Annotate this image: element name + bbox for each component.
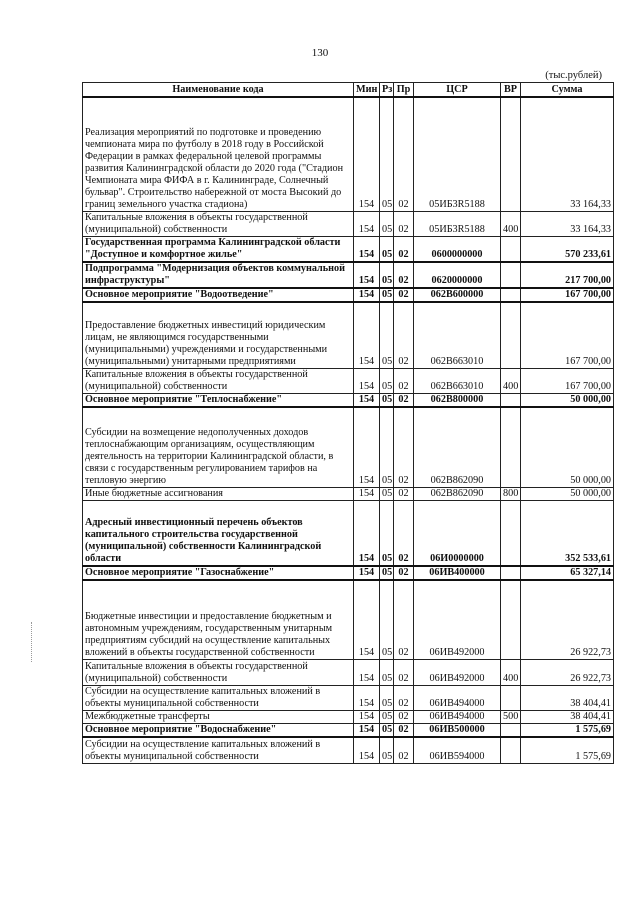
row-csr-cell: 062В600000 [414, 288, 501, 302]
row-pr-cell: 02 [394, 710, 414, 723]
table-row [83, 737, 614, 763]
table-row [83, 500, 614, 566]
row-csr-cell: 05ИБ3R5188 [414, 97, 501, 211]
row-csr-cell: 06ИВ492000 [414, 659, 501, 685]
row-vr-cell [501, 566, 521, 580]
row-csr-cell: 05ИБ3R5188 [414, 211, 501, 236]
row-name-cell: Субсидии на возмещение недополученных доходов теплоснабжающим организациям, осуществляющим деятельность на территории Калининградской области, в связи с государственным регулированием тарифов на тепловую энергию [83, 407, 354, 487]
row-vr-cell [501, 262, 521, 288]
row-vr-cell [501, 685, 521, 710]
row-min-cell: 154 [354, 580, 380, 659]
row-sum-cell: 167 700,00 [521, 302, 614, 368]
row-sum-cell: 33 164,33 [521, 211, 614, 236]
row-rz-cell: 05 [380, 737, 394, 763]
row-sum-cell: 38 404,41 [521, 685, 614, 710]
row-vr-cell: 400 [501, 211, 521, 236]
row-sum-cell: 50 000,00 [521, 393, 614, 407]
row-pr-cell: 02 [394, 737, 414, 763]
header-rz: Рз [380, 83, 394, 98]
table-row [83, 487, 614, 500]
row-rz-cell: 05 [380, 211, 394, 236]
table-row [83, 97, 614, 211]
row-min-cell: 154 [354, 685, 380, 710]
table-body [83, 97, 614, 763]
row-sum-cell: 50 000,00 [521, 407, 614, 487]
table-row [83, 236, 614, 262]
header-sum: Сумма [521, 83, 614, 98]
row-vr-cell: 800 [501, 487, 521, 500]
row-rz-cell: 05 [380, 236, 394, 262]
row-min-cell: 154 [354, 302, 380, 368]
row-vr-cell [501, 97, 521, 211]
row-min-cell: 154 [354, 737, 380, 763]
row-min-cell: 154 [354, 723, 380, 737]
row-min-cell: 154 [354, 393, 380, 407]
row-name-cell: Основное мероприятие "Водоснабжение" [83, 723, 354, 737]
row-vr-cell [501, 580, 521, 659]
header-vr: ВР [501, 83, 521, 98]
row-sum-cell: 167 700,00 [521, 288, 614, 302]
row-rz-cell: 05 [380, 288, 394, 302]
row-name-cell: Основное мероприятие "Газоснабжение" [83, 566, 354, 580]
row-csr-cell: 06ИВ492000 [414, 580, 501, 659]
row-sum-cell: 1 575,69 [521, 737, 614, 763]
row-rz-cell: 05 [380, 500, 394, 566]
row-name-cell: Капитальные вложения в объекты государственной (муниципальной) собственности [83, 368, 354, 393]
row-sum-cell: 38 404,41 [521, 710, 614, 723]
row-name-cell: Основное мероприятие "Водоотведение" [83, 288, 354, 302]
row-pr-cell: 02 [394, 393, 414, 407]
table-row [83, 262, 614, 288]
row-min-cell: 154 [354, 97, 380, 211]
header-csr: ЦСР [414, 83, 501, 98]
table-row [83, 659, 614, 685]
table-row [83, 723, 614, 737]
row-name-cell: Государственная программа Калининградской области "Доступное и комфортное жилье" [83, 236, 354, 262]
row-name-cell: Межбюджетные трансферты [83, 710, 354, 723]
row-csr-cell: 06ИВ494000 [414, 685, 501, 710]
row-vr-cell: 500 [501, 710, 521, 723]
table-header-row [83, 83, 614, 98]
row-min-cell: 154 [354, 566, 380, 580]
table-row [83, 302, 614, 368]
row-pr-cell: 02 [394, 407, 414, 487]
header-name: Наименование кода [83, 83, 354, 98]
table-row [83, 407, 614, 487]
table-row [83, 566, 614, 580]
row-sum-cell: 167 700,00 [521, 368, 614, 393]
row-min-cell: 154 [354, 487, 380, 500]
margin-mark [31, 622, 33, 662]
row-name-cell: Капитальные вложения в объекты государственной (муниципальной) собственности [83, 659, 354, 685]
row-pr-cell: 02 [394, 97, 414, 211]
row-csr-cell: 0620000000 [414, 262, 501, 288]
row-rz-cell: 05 [380, 487, 394, 500]
row-vr-cell [501, 723, 521, 737]
row-csr-cell: 06ИВ494000 [414, 710, 501, 723]
table-row [83, 393, 614, 407]
row-rz-cell: 05 [380, 566, 394, 580]
page-number: 130 [311, 47, 329, 59]
header-min: Мин [354, 83, 380, 98]
row-sum-cell: 26 922,73 [521, 580, 614, 659]
row-rz-cell: 05 [380, 368, 394, 393]
row-rz-cell: 05 [380, 580, 394, 659]
row-sum-cell: 217 700,00 [521, 262, 614, 288]
row-rz-cell: 05 [380, 97, 394, 211]
row-name-cell: Иные бюджетные ассигнования [83, 487, 354, 500]
row-pr-cell: 02 [394, 288, 414, 302]
row-rz-cell: 05 [380, 685, 394, 710]
row-pr-cell: 02 [394, 487, 414, 500]
row-csr-cell: 06ИВ594000 [414, 737, 501, 763]
row-sum-cell: 352 533,61 [521, 500, 614, 566]
row-rz-cell: 05 [380, 723, 394, 737]
row-min-cell: 154 [354, 659, 380, 685]
row-sum-cell: 65 327,14 [521, 566, 614, 580]
row-csr-cell: 06ИВ500000 [414, 723, 501, 737]
row-csr-cell: 062В663010 [414, 302, 501, 368]
row-name-cell: Реализация мероприятий по подготовке и проведению чемпионата мира по футболу в 2018 году в Российской Федерации в рамках федеральной целевой программы развития Калининградской области до 2020 года ("Стадион Чемпионата мира ФИФА в г. Калининграде, Солнечный бульвар". Строительство набережной от моста Высокий до границ земельного участка стадиона) [83, 97, 354, 211]
row-rz-cell: 05 [380, 659, 394, 685]
row-csr-cell: 0600000000 [414, 236, 501, 262]
row-csr-cell: 06И0000000 [414, 500, 501, 566]
row-min-cell: 154 [354, 407, 380, 487]
row-name-cell: Субсидии на осуществление капитальных вложений в объекты муниципальной собственности [83, 737, 354, 763]
row-name-cell: Предоставление бюджетных инвестиций юридическим лицам, не являющимся государственными (муниципальными) учреждениями и государственными (муниципальными) унитарными предприятиями [83, 302, 354, 368]
row-pr-cell: 02 [394, 566, 414, 580]
row-csr-cell: 062В800000 [414, 393, 501, 407]
row-vr-cell [501, 236, 521, 262]
row-pr-cell: 02 [394, 302, 414, 368]
row-sum-cell: 50 000,00 [521, 487, 614, 500]
table-row [83, 211, 614, 236]
row-min-cell: 154 [354, 262, 380, 288]
table-row [83, 685, 614, 710]
row-csr-cell: 062В663010 [414, 368, 501, 393]
row-sum-cell: 26 922,73 [521, 659, 614, 685]
row-csr-cell: 06ИВ400000 [414, 566, 501, 580]
table-row [83, 288, 614, 302]
row-pr-cell: 02 [394, 211, 414, 236]
row-pr-cell: 02 [394, 685, 414, 710]
row-vr-cell: 400 [501, 659, 521, 685]
row-vr-cell [501, 288, 521, 302]
table-row [83, 580, 614, 659]
row-pr-cell: 02 [394, 236, 414, 262]
row-vr-cell [501, 737, 521, 763]
row-name-cell: Капитальные вложения в объекты государственной (муниципальной) собственности [83, 211, 354, 236]
row-min-cell: 154 [354, 500, 380, 566]
row-vr-cell [501, 500, 521, 566]
row-csr-cell: 062В862090 [414, 487, 501, 500]
row-min-cell: 154 [354, 368, 380, 393]
row-min-cell: 154 [354, 211, 380, 236]
row-csr-cell: 062В862090 [414, 407, 501, 487]
row-rz-cell: 05 [380, 407, 394, 487]
row-sum-cell: 570 233,61 [521, 236, 614, 262]
row-min-cell: 154 [354, 288, 380, 302]
row-name-cell: Подпрограмма "Модернизация объектов коммунальной инфраструктуры" [83, 262, 354, 288]
row-name-cell: Адресный инвестиционный перечень объектов капитального строительства государственной (муниципальной) собственности Калининградской области [83, 500, 354, 566]
row-pr-cell: 02 [394, 659, 414, 685]
row-name-cell: Субсидии на осуществление капитальных вложений в объекты муниципальной собственности [83, 685, 354, 710]
row-min-cell: 154 [354, 710, 380, 723]
unit-label: (тыс.рублей) [545, 70, 602, 81]
row-pr-cell: 02 [394, 723, 414, 737]
header-pr: Пр [394, 83, 414, 98]
row-rz-cell: 05 [380, 393, 394, 407]
row-sum-cell: 33 164,33 [521, 97, 614, 211]
row-sum-cell: 1 575,69 [521, 723, 614, 737]
row-rz-cell: 05 [380, 710, 394, 723]
table-row [83, 368, 614, 393]
row-rz-cell: 05 [380, 262, 394, 288]
row-vr-cell [501, 302, 521, 368]
budget-table [82, 82, 614, 764]
row-pr-cell: 02 [394, 262, 414, 288]
row-vr-cell [501, 407, 521, 487]
row-name-cell: Бюджетные инвестиции и предоставление бюджетным и автономным учреждениям, государственным унитарным предприятиям субсидий на осуществление капитальных вложений в объекты государственной собственности [83, 580, 354, 659]
row-pr-cell: 02 [394, 368, 414, 393]
table-row [83, 710, 614, 723]
row-name-cell: Основное мероприятие "Теплоснабжение" [83, 393, 354, 407]
row-pr-cell: 02 [394, 580, 414, 659]
row-min-cell: 154 [354, 236, 380, 262]
row-rz-cell: 05 [380, 302, 394, 368]
row-vr-cell: 400 [501, 368, 521, 393]
row-pr-cell: 02 [394, 500, 414, 566]
row-vr-cell [501, 393, 521, 407]
